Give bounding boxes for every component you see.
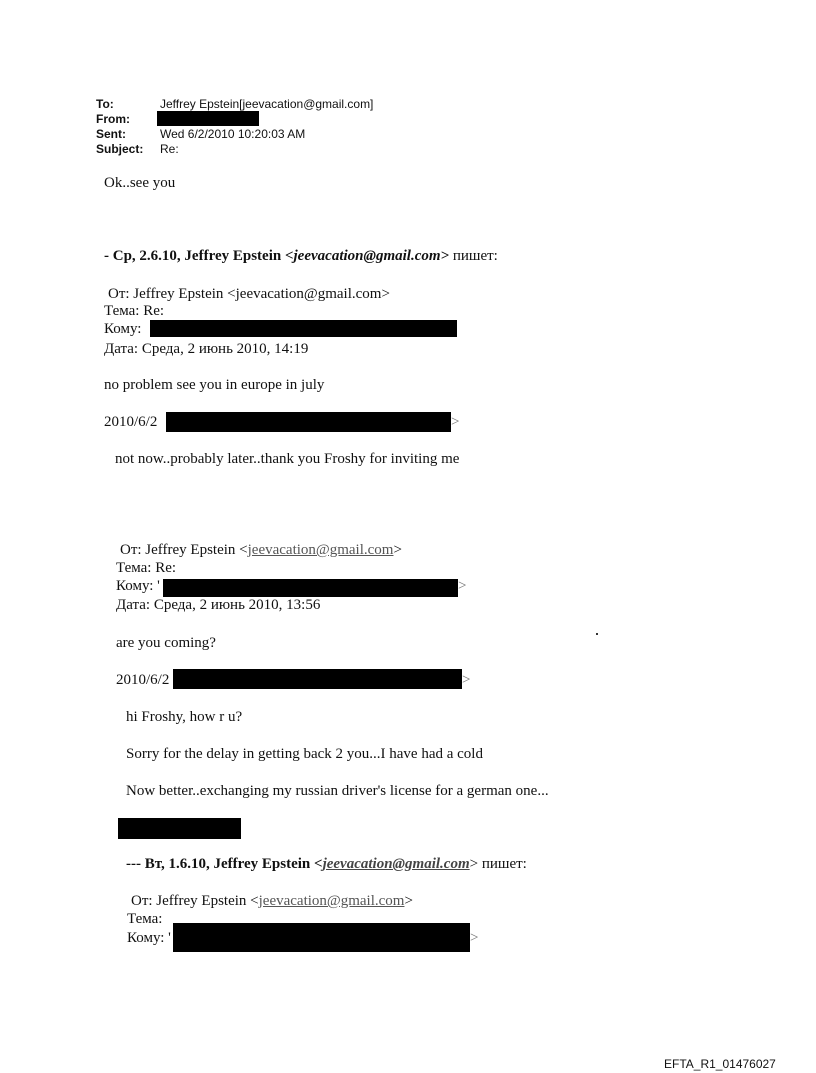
- quote2-greeting: hi Froshy, how r u?: [126, 709, 243, 725]
- quote3-subject-line: Тема:: [127, 911, 163, 927]
- quote3-to-label: Кому: ': [127, 930, 171, 946]
- quote1-subject-line: Тема: Re:: [104, 303, 165, 319]
- quote1-intro-email: <jeevacation@gmail.com>: [284, 248, 450, 264]
- quote3-from-suffix: >: [404, 893, 413, 909]
- redaction-quote2-sender: [173, 669, 462, 689]
- quote2-from-prefix: От: Jeffrey Epstein <: [120, 542, 248, 558]
- quote2-from-email-link[interactable]: jeevacation@gmail.com: [247, 542, 394, 558]
- subject-value: Re:: [160, 142, 179, 156]
- quote3-intro-suffix: > пишет:: [469, 856, 527, 872]
- quote1-tail-mark: >: [451, 414, 460, 430]
- quote2-from-line: [120, 542, 402, 559]
- stray-dot: [596, 633, 598, 635]
- quote2-to-label: Кому: ': [116, 578, 160, 594]
- to-label: To:: [96, 97, 114, 111]
- quote3-from-prefix: От: Jeffrey Epstein <: [131, 893, 259, 909]
- quote1-intro-suffix: пишет:: [449, 248, 498, 264]
- reply-text: Ok..see you: [104, 175, 176, 191]
- to-value: Jeffrey Epstein[jeevacation@gmail.com]: [160, 97, 374, 111]
- quote1-reply: not now..probably later..thank you Froshy for inviting me: [115, 451, 460, 467]
- subject-label: Subject:: [96, 142, 144, 156]
- redaction-quote2-to: [163, 579, 458, 597]
- redaction-quote1-to: [150, 320, 457, 337]
- redaction-quote1-sender: [166, 412, 451, 432]
- quote2-tail-mark: >: [458, 578, 467, 594]
- document-id: EFTA_R1_01476027: [664, 1057, 776, 1071]
- redaction-from: [157, 111, 259, 126]
- quote2-line3: Now better..exchanging my russian driver's license for a german one...: [126, 783, 549, 799]
- quote3-intro-prefix: --- Вт, 1.6.10, Jeffrey Epstein <: [126, 856, 323, 872]
- quote1-message: no problem see you in europe in july: [104, 377, 325, 393]
- quote2-from-suffix: >: [393, 542, 402, 558]
- sent-value: Wed 6/2/2010 10:20:03 AM: [160, 127, 306, 141]
- quote3-from-line: [131, 893, 413, 910]
- quote3-intro-email-link[interactable]: jeevacation@gmail.com: [322, 856, 470, 872]
- quote2-subject-line: Тема: Re:: [116, 560, 177, 576]
- quote1-date-prefix: 2010/6/2: [104, 414, 158, 430]
- quote1-to-label: Кому:: [104, 321, 142, 337]
- quote2-line2: Sorry for the delay in getting back 2 you...I have had a cold: [126, 746, 483, 762]
- quote1-intro-prefix: - Ср, 2.6.10, Jeffrey Epstein: [104, 248, 285, 264]
- from-label: From:: [96, 112, 130, 126]
- quote3-tail-mark: >: [470, 930, 479, 946]
- quote2-message: are you coming?: [116, 635, 216, 651]
- quote1-date-line: Дата: Среда, 2 июнь 2010, 14:19: [104, 341, 309, 357]
- redaction-quote3-to: [173, 923, 470, 952]
- sent-label: Sent:: [96, 127, 126, 141]
- quote2-date-line: Дата: Среда, 2 июнь 2010, 13:56: [116, 597, 321, 613]
- quote2-tail-mark2: >: [462, 672, 471, 688]
- quote3-intro: [126, 856, 527, 873]
- quote2-date-prefix: 2010/6/2: [116, 672, 170, 688]
- quote1-intro: [104, 248, 498, 265]
- quote1-from-line: От: Jeffrey Epstein <jeevacation@gmail.com>: [108, 286, 390, 302]
- quote3-from-email-link[interactable]: jeevacation@gmail.com: [258, 893, 405, 909]
- redaction-signature: [118, 818, 241, 839]
